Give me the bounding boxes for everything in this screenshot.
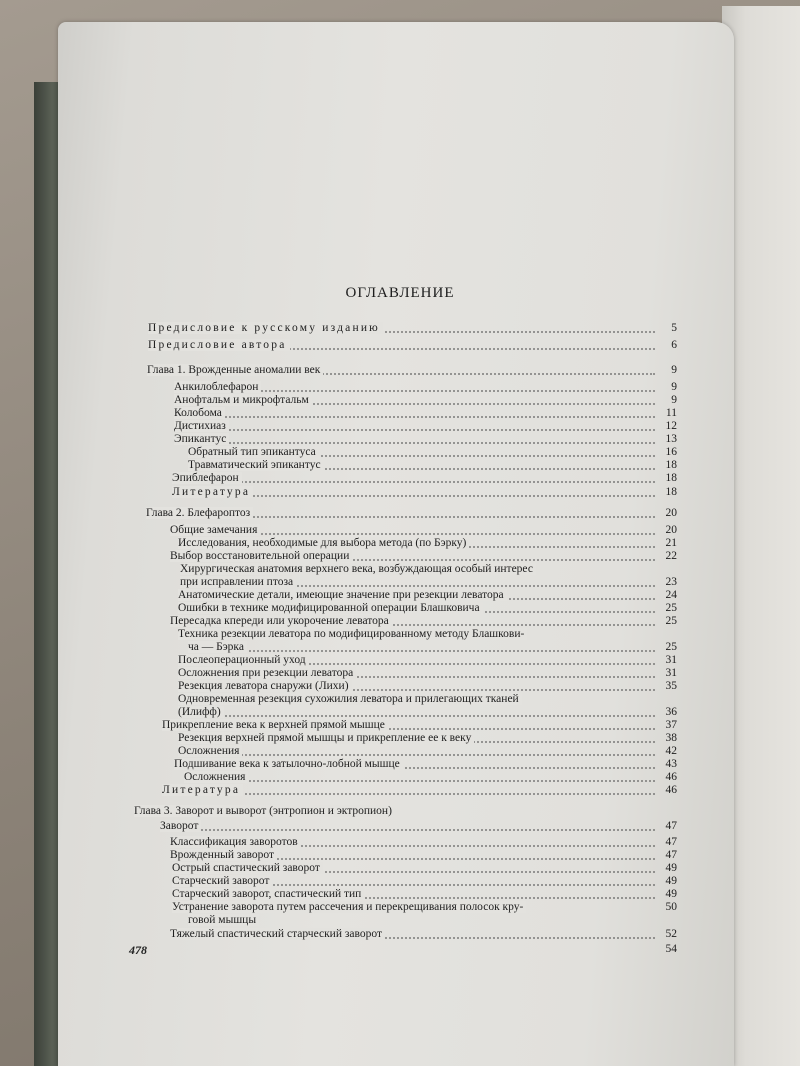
- toc-page-number: 46: [665, 771, 677, 783]
- toc-entry-text: Хирургическая анатомия верхнего века, возбуждающая особый интерес: [180, 563, 536, 575]
- page-number: 478: [129, 943, 147, 957]
- toc-page-number: 31: [665, 667, 677, 679]
- toc-entry: [174, 381, 655, 394]
- toc-entry-text: Эпиблефарон: [172, 472, 242, 484]
- toc-page-number: 42: [665, 745, 677, 757]
- dot-leader: [178, 715, 655, 717]
- toc-entry: [178, 654, 655, 667]
- toc-page-number: 49: [665, 888, 677, 900]
- toc-entry: [178, 732, 655, 745]
- toc-entry-text: Резекция верхней прямой мышцы и прикрепление ее к веку: [178, 732, 474, 744]
- toc-page-number: 23: [665, 576, 677, 588]
- dot-leader: [174, 416, 655, 418]
- toc-page-number: 5: [671, 322, 677, 334]
- toc-entry: [174, 433, 655, 446]
- toc-entry-text: Осложнения: [184, 771, 248, 783]
- toc-entry: [172, 901, 640, 914]
- toc-entry: [178, 745, 655, 758]
- toc-page-number: 22: [665, 550, 677, 562]
- toc-entry-text: ча — Бэрка: [188, 641, 247, 653]
- toc-entry-text: Устранение заворота путем рассечения и перекрещивания полосок кру-: [172, 901, 526, 913]
- toc-entry-text: Заворот: [160, 820, 201, 832]
- toc-entry: [172, 862, 655, 875]
- toc-entry: [178, 628, 655, 641]
- toc-entry: [180, 563, 655, 576]
- toc-entry-text: Острый спастический заворот: [172, 862, 323, 874]
- toc-page-number: 52: [665, 928, 677, 940]
- toc-entry: [146, 507, 655, 520]
- dot-leader: [178, 754, 655, 756]
- toc-entry: [170, 524, 655, 537]
- toc-entry-text: Эпикантус: [174, 433, 229, 445]
- toc-entry: [174, 758, 655, 771]
- toc-entry-text: Прикрепление века к верхней прямой мышце: [162, 719, 388, 731]
- toc-page-number: 16: [665, 446, 677, 458]
- toc-title: ОГЛАВЛЕНИЕ: [345, 285, 455, 301]
- toc-entry: [170, 615, 655, 628]
- toc-entry: [178, 589, 655, 602]
- toc-page-number: 11: [665, 407, 677, 419]
- toc-page-number: 35: [665, 680, 677, 692]
- toc-entry: [148, 322, 655, 335]
- toc-page-number: 20: [665, 524, 677, 536]
- toc-entry: [178, 706, 655, 719]
- toc-entry-text: Колобома: [174, 407, 225, 419]
- dot-leader: [160, 829, 655, 831]
- toc-entry: [170, 928, 655, 941]
- toc-entry-text: Предисловие автора: [148, 339, 290, 351]
- toc-entry-text: Травматический эпикантус: [188, 459, 324, 471]
- dot-leader: [172, 481, 655, 483]
- toc-entry-text: Предисловие к русскому изданию: [148, 322, 383, 334]
- toc-entry: [188, 641, 655, 654]
- dot-leader: [174, 429, 655, 431]
- toc-page-number: 49: [665, 862, 677, 874]
- toc-entry-text: при исправлении птоза: [180, 576, 296, 588]
- toc-page-number: 43: [665, 758, 677, 770]
- toc-entry: [172, 472, 655, 485]
- toc-entry: [162, 784, 655, 797]
- toc-entry-text: Дистихиаз: [174, 420, 229, 432]
- toc-entry: [188, 446, 655, 459]
- toc-page-number: 47: [665, 849, 677, 861]
- toc-entry-text: Послеоперационный уход: [178, 654, 309, 666]
- toc-entry-text: Анкилоблефарон: [174, 381, 261, 393]
- toc-entry: [178, 537, 655, 550]
- toc-entry: [172, 875, 655, 888]
- toc-entry-text: Врожденный заворот: [170, 849, 277, 861]
- toc-page-number: 13: [665, 433, 677, 445]
- toc-page-number: 24: [665, 589, 677, 601]
- toc-entry: [172, 888, 655, 901]
- toc-entry: [174, 394, 655, 407]
- toc-entry-text: Подшивание века к затылочно-лобной мышце: [174, 758, 403, 770]
- toc-page-number: 47: [665, 820, 677, 832]
- toc-entry-text: Анатомические детали, имеющие значение при резекции леватора: [178, 589, 507, 601]
- toc-entry: [170, 550, 655, 563]
- toc-entry-text: Исследования, необходимые для выбора метода (по Бэрку): [178, 537, 469, 549]
- toc-entry: [180, 576, 655, 589]
- toc-entry-text: Тяжелый спастический старческий заворот: [170, 928, 385, 940]
- toc-entry-text: Классификация заворотов: [170, 836, 301, 848]
- toc-page-number: 9: [671, 381, 677, 393]
- toc-page-number: 47: [665, 836, 677, 848]
- toc-entry: [147, 364, 655, 377]
- toc-page-number: 12: [665, 420, 677, 432]
- toc-entry-text: Осложнения: [178, 745, 242, 757]
- toc-entry-text: Ошибки в технике модифицированной операции Блашковича: [178, 602, 483, 614]
- toc-entry-text: Глава 2. Блефароптоз: [146, 507, 253, 519]
- toc-page-number: 25: [665, 615, 677, 627]
- toc-entry-text: Резекция леватора снаружи (Лихи): [178, 680, 352, 692]
- toc-entry-text: Техника резекции леватора по модифицированному методу Блашкови-: [178, 628, 527, 640]
- toc-entry: [172, 486, 655, 499]
- toc-entry: [134, 805, 650, 818]
- toc-page-number: 25: [665, 641, 677, 653]
- toc-entry-text: Пересадка кпереди или укорочение леватора: [170, 615, 392, 627]
- toc-page-number: 18: [665, 486, 677, 498]
- toc-page-number: 38: [665, 732, 677, 744]
- toc-entry-text: Старческий заворот, спастический тип: [172, 888, 364, 900]
- dot-leader: [188, 650, 655, 652]
- toc-entry: [178, 667, 655, 680]
- toc-entry-text: Старческий заворот: [172, 875, 272, 887]
- toc-entry: [162, 719, 655, 732]
- toc-entry: [170, 836, 655, 849]
- toc-page-number: 54: [665, 943, 677, 955]
- toc-entry-text: Общие замечания: [170, 524, 260, 536]
- toc-page-number: 25: [665, 602, 677, 614]
- toc-entry: [148, 339, 655, 352]
- toc-entry: [178, 693, 655, 706]
- toc-entry-text: Глава 3. Заворот и выворот (энтропион и эктропион): [134, 805, 395, 817]
- toc-entry: [160, 820, 655, 833]
- toc-entry: [178, 602, 655, 615]
- dot-leader: [174, 442, 655, 444]
- toc-entry-text: Одновременная резекция сухожилия леватора и прилегающих тканей: [178, 693, 522, 705]
- toc-page-number: 9: [671, 364, 677, 376]
- toc-entry-text: Глава 1. Врожденные аномалии век: [147, 364, 323, 376]
- toc-entry-text: Обратный тип эпикантуса: [188, 446, 319, 458]
- toc-page-number: 9: [671, 394, 677, 406]
- toc-page-number: 21: [665, 537, 677, 549]
- toc-page-number: 37: [665, 719, 677, 731]
- toc-page-number: 31: [665, 654, 677, 666]
- toc-entry: [174, 420, 655, 433]
- toc-entry: [174, 407, 655, 420]
- dot-leader: [184, 780, 655, 782]
- toc-page-number: 50: [665, 901, 677, 913]
- toc-page-number: 18: [665, 459, 677, 471]
- toc-entry-text: говой мышцы: [188, 914, 259, 926]
- toc-entry: [188, 459, 655, 472]
- toc-entry-text: Выбор восстановительной операции: [170, 550, 352, 562]
- toc-page-number: 18: [665, 472, 677, 484]
- toc-entry-text: Осложнения при резекции леватора: [178, 667, 356, 679]
- toc-page-number: 20: [665, 507, 677, 519]
- toc-entry-text: Анофтальм и микрофтальм: [174, 394, 312, 406]
- toc-page-number: 49: [665, 875, 677, 887]
- toc-entry: [188, 914, 640, 927]
- toc-entry-text: (Илифф): [178, 706, 224, 718]
- toc-entry-text: Литература: [172, 486, 253, 498]
- toc-page-number: 36: [665, 706, 677, 718]
- toc-entry: [178, 680, 655, 693]
- toc-page-number: 6: [671, 339, 677, 351]
- toc-page-number: 46: [665, 784, 677, 796]
- toc-entry: [170, 849, 655, 862]
- toc-entry-text: Литература: [162, 784, 243, 796]
- toc-entry: [184, 771, 655, 784]
